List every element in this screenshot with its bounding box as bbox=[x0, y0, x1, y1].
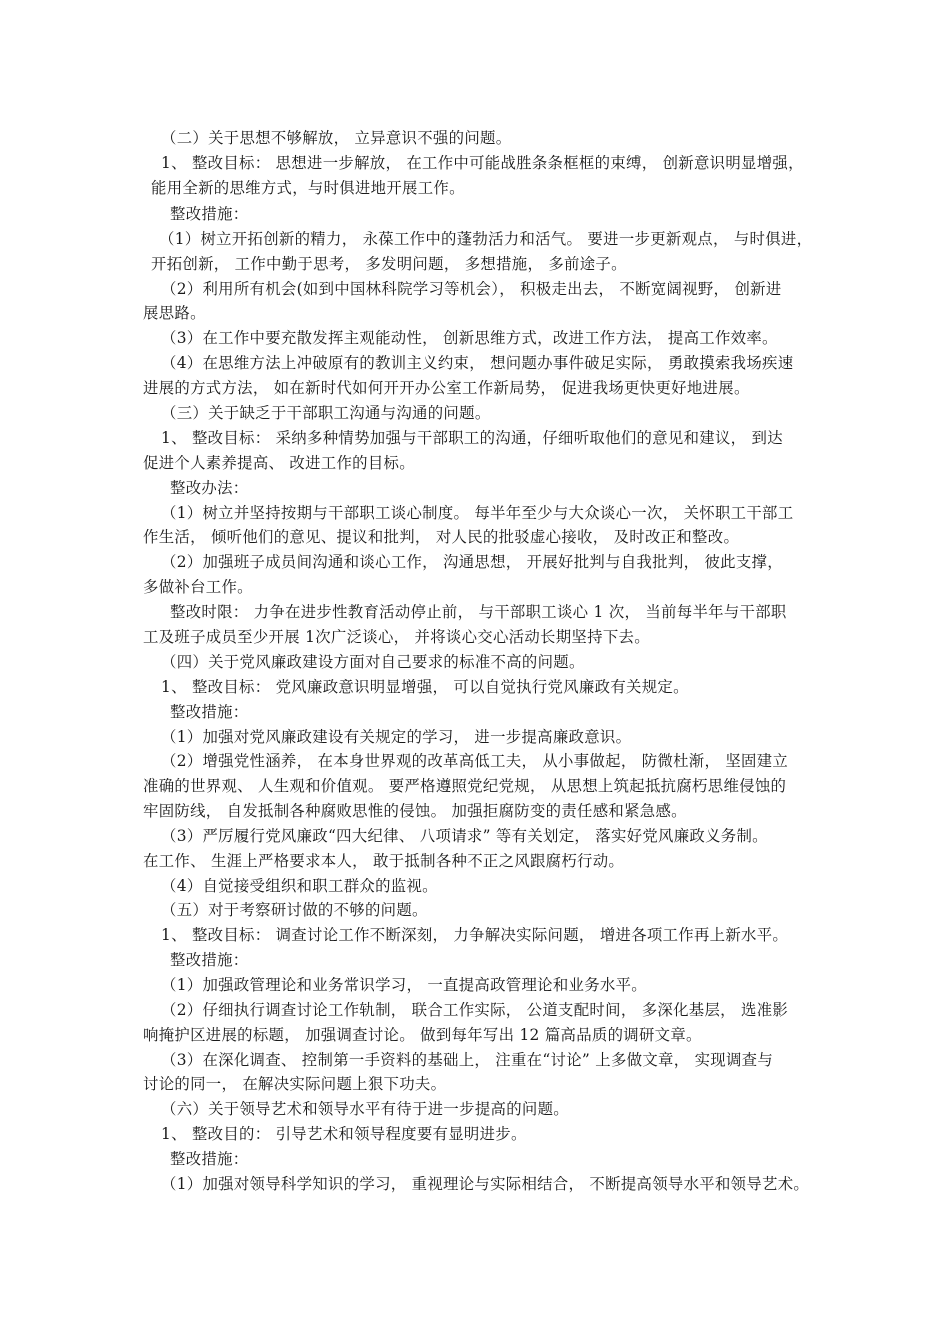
measures-label: 整改措施： bbox=[170, 1150, 249, 1168]
paragraph-line: （1）加强对领导科学知识的学习， 重视理论与实际相结合， 不断提高领导水平和领导艺术。 bbox=[161, 1175, 810, 1193]
paragraph-line: （3）在深化调查、 控制第一手资料的基础上， 注重在“讨论” 上多做文章， 实现调查与 bbox=[161, 1051, 774, 1069]
paragraph-line: 展思路。 bbox=[143, 304, 206, 322]
paragraph-line: 响掩护区进展的标题， 加强调查讨论。 做到每年写出 12 篇高品质的调研文章。 bbox=[143, 1026, 702, 1044]
paragraph-line: 1、 整改目标： 党风廉政意识明显增强， 可以自觉执行党风廉政有关规定。 bbox=[161, 678, 689, 696]
measures-label: 整改措施： bbox=[170, 205, 249, 223]
paragraph-line: 进展的方式方法， 如在新时代如何开开办公室工作新局势， 促进我场更快更好地进展。 bbox=[143, 379, 750, 397]
paragraph-line: 促进个人素养提高、 改进工作的目标。 bbox=[143, 454, 415, 472]
paragraph-line: 能用全新的思维方式，与时俱进地开展工作。 bbox=[151, 179, 465, 197]
paragraph-line: （4）自觉接受组织和职工群众的监视。 bbox=[161, 877, 438, 895]
paragraph-line: 整改时限： 力争在进步性教育活动停止前， 与干部职工谈心 1 次， 当前每半年与干部职 bbox=[170, 603, 787, 621]
paragraph-line: （1）加强政管理论和业务常识学习， 一直提高政管理论和业务水平。 bbox=[161, 976, 648, 994]
paragraph-line: （1）加强对党风廉政建设有关规定的学习， 进一步提高廉政意识。 bbox=[161, 728, 632, 746]
paragraph-line: （4）在思维方法上冲破原有的教训主义约束， 想问题办事件破足实际， 勇敢摸索我场疾速 bbox=[161, 354, 794, 372]
heading-section-3: （三）关于缺乏于干部职工沟通与沟通的问题。 bbox=[161, 404, 491, 422]
paragraph-line: 1、 整改目的： 引导艺术和领导程度要有显明进步。 bbox=[161, 1125, 527, 1143]
measures-label: 整改办法： bbox=[170, 479, 249, 497]
measures-label: 整改措施： bbox=[170, 703, 249, 721]
paragraph-line: 多做补台工作。 bbox=[143, 578, 253, 596]
paragraph-line: 在工作、 生涯上严格要求本人， 敢于抵制各种不正之风跟腐朽行动。 bbox=[143, 852, 625, 870]
paragraph-line: 讨论的同一， 在解决实际问题上狠下功夫。 bbox=[143, 1075, 447, 1093]
paragraph-line: 工及班子成员至少开展 1次广泛谈心， 并将谈心交心活动长期坚持下去。 bbox=[143, 628, 650, 646]
paragraph-line: 牢固防线， 自发抵制各种腐败思惟的侵蚀。 加强拒腐防变的责任感和紧急感。 bbox=[143, 802, 687, 820]
paragraph-line: （3）在工作中要充散发挥主观能动性， 创新思维方式，改进工作方法， 提高工作效率。 bbox=[161, 329, 778, 347]
heading-section-4: （四）关于党风廉政建设方面对自己要求的标准不高的问题。 bbox=[161, 653, 585, 671]
paragraph-line: （1）树立并坚持按期与干部职工谈心制度。 每半年至少与大众谈心一次， 关怀职工干部工 bbox=[161, 504, 794, 522]
paragraph-line: 1、 整改目标： 思想进一步解放， 在工作中可能战胜条条框框的束缚， 创新意识明显增强， bbox=[161, 154, 804, 172]
paragraph-line: 准确的世界观、 人生观和价值观。 要严格遵照党纪党规， 从思想上筑起抵抗腐朽思维侵蚀的 bbox=[143, 777, 787, 795]
paragraph-line: 作生活， 倾听他们的意见、提议和批判， 对人民的批驳虚心接收， 及时改正和整改。 bbox=[143, 528, 740, 546]
heading-section-6: （六）关于领导艺术和领导水平有待于进一步提高的问题。 bbox=[161, 1100, 569, 1118]
paragraph-line: 1、 整改目标： 调查讨论工作不断深刻， 力争解决实际问题， 增进各项工作再上新水平。 bbox=[161, 926, 789, 944]
paragraph-line: （2）加强班子成员间沟通和谈心工作， 沟通思想， 开展好批判与自我批判， 彼此支撑， bbox=[161, 553, 783, 571]
heading-section-2: （二）关于思想不够解放， 立异意识不强的问题。 bbox=[161, 129, 512, 147]
paragraph-line: （2）增强党性涵养， 在本身世界观的改革高低工夫， 从小事做起， 防微杜渐， 坚固建立 bbox=[161, 752, 789, 770]
measures-label: 整改措施： bbox=[170, 951, 249, 969]
paragraph-line: 开拓创新， 工作中勤于思考， 多发明问题， 多想措施， 多前途子。 bbox=[151, 255, 627, 273]
paragraph-line: 1、 整改目标： 采纳多种情势加强与干部职工的沟通，仔细听取他们的意见和建议， 到达 bbox=[161, 429, 783, 447]
paragraph-line: （1）树立开拓创新的精力， 永葆工作中的蓬勃活力和活气。 要进一步更新观点， 与时俱进， bbox=[159, 230, 813, 248]
paragraph-line: （2）仔细执行调查讨论工作轨制， 联合工作实际， 公道支配时间， 多深化基层， 选准影 bbox=[161, 1001, 789, 1019]
paragraph-line: （2）利用所有机会(如到中国林科院学习等机会）， 积极走出去， 不断宽阔视野， 创新进 bbox=[161, 280, 782, 298]
paragraph-line: （3）严厉履行党风廉政“四大纪律、 八项请求” 等有关划定， 落实好党风廉政义务制。 bbox=[161, 827, 768, 845]
heading-section-5: （五）对于考察研讨做的不够的问题。 bbox=[161, 901, 428, 919]
